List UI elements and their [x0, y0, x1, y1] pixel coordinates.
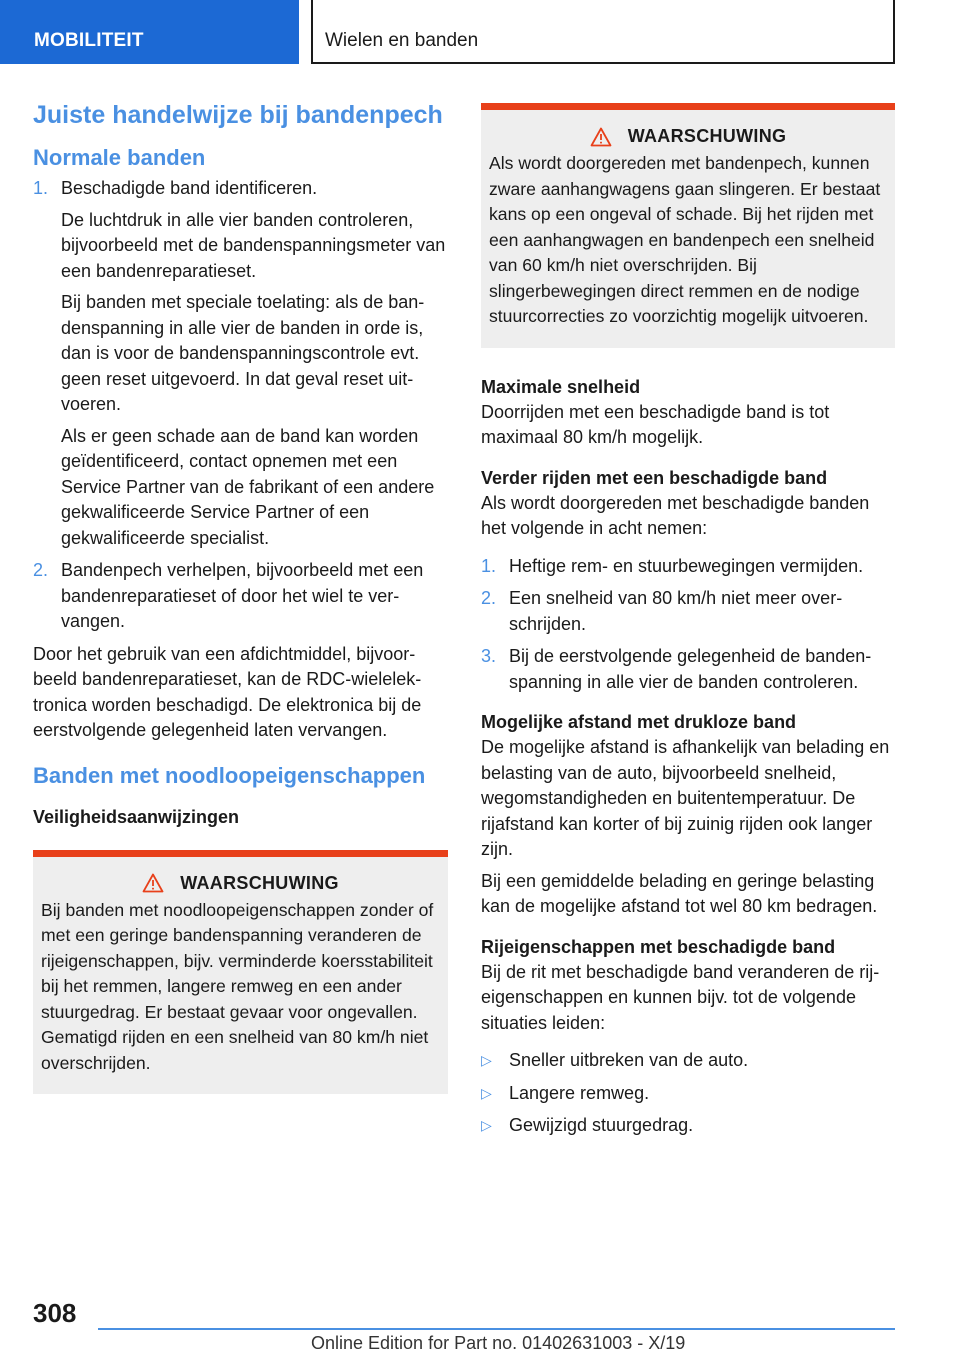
section-tab — [0, 0, 299, 64]
list-item — [33, 558, 448, 635]
step-number: 2. — [33, 560, 49, 580]
list-item — [481, 1081, 895, 1107]
distance-section — [481, 709, 895, 920]
step-text: Bij de eerstvolgende gelegenheid de bandenspanning in alle vier de banden controleren. — [509, 646, 872, 692]
section-text: Bij een gemiddelde belading en geringe belasting kan de mogelijke afstand tot wel 80 km bedragen. — [481, 870, 878, 916]
bullet-text: Sneller uitbreken van de auto. — [509, 1050, 749, 1070]
step-text: Heftige rem- en stuurbewegingen vermijden. — [509, 555, 864, 576]
step-number: 1. — [33, 178, 49, 198]
section-text: Doorrijden met een beschadigde band is tot maximaal 80 km/h mogelijk. — [481, 401, 830, 447]
warning-box — [481, 103, 895, 348]
steps-list — [481, 554, 895, 696]
bullet-triangle-icon: ▷ — [481, 1117, 492, 1133]
section-title: MOBILITEIT — [34, 30, 144, 51]
warning-triangle-icon — [142, 873, 164, 893]
right-column — [481, 103, 895, 1153]
step-detail: De luchtdruk in alle vier banden controleren, bijvoorbeeld met de bandenspanningsmeter van een bandenreparatieset. — [61, 209, 446, 281]
step-number: 3. — [481, 646, 497, 666]
bullet-text: Langere remweg. — [509, 1082, 650, 1103]
bullet-list — [481, 1048, 895, 1139]
warning-text: Als wordt doorgereden met bandenpech, kunnen zware aanhangwagens gaan slingeren. Er bestaat kans op een ongeval of schade. Bij het rijden met een aanhangwagen en bandenpech een snelheid van 60 km/h niet overschrijden. Bij slingerbewegingen direct remmen en de nodige stuurcorrecties zo voorzichtig mogelijk uitvoeren. — [489, 153, 881, 326]
continue-driving-section — [481, 465, 895, 696]
list-item — [481, 1113, 895, 1139]
step-text: Bandenpech verhelpen, bijvoorbeeld met een bandenreparatieset of door het wiel te vervangen. — [61, 560, 424, 631]
list-item — [481, 586, 895, 637]
warning-label: WAARSCHUWING — [180, 872, 339, 893]
page-number: 308 — [33, 1298, 77, 1328]
step-number: 2. — [481, 588, 497, 608]
warning-box — [33, 850, 448, 1095]
warning-text: Bij banden met noodloopeigenschappen zonder of met een geringe bandenspanning veranderen de rijeigenschappen, bijv. verminderde koersstabiliteit bij het remmen, langere remweg en een ander stuurgedrag. Er bestaat gevaar voor ongevallen. Gematigd rijden en een snelheid van 80 km/h niet overschrijden. — [41, 899, 434, 1073]
bullet-text: Gewijzigd stuurgedrag. — [509, 1115, 694, 1135]
warning-header — [489, 126, 887, 147]
list-item — [481, 554, 895, 580]
section-heading: Verder rijden met een beschadigde band — [481, 467, 828, 488]
section-text: Als wordt doorgereden met beschadigde banden het volgende in acht nemen: — [481, 492, 870, 538]
step-number: 1. — [481, 555, 497, 576]
max-speed-section — [481, 374, 895, 451]
bullet-triangle-icon: ▷ — [481, 1052, 492, 1068]
step-text: Beschadigde band identificeren. — [61, 178, 318, 198]
section-heading: Maximale snelheid — [481, 376, 641, 397]
warning-header — [41, 873, 440, 894]
section-text: Bij de rit met beschadigde band veranderen de rij-eigenschappen en kunnen bijv. tot de volgende situaties leiden: — [481, 961, 880, 1033]
subtitle-runflat: Banden met noodloopeigenschappen — [33, 762, 426, 788]
section-heading: Rijeigenschappen met beschadigde band — [481, 936, 836, 957]
chapter-header — [311, 0, 895, 64]
warning-label: WAARSCHUWING — [627, 126, 787, 146]
handling-section — [481, 934, 895, 1139]
safety-heading: Veiligheidsaanwijzingen — [33, 806, 240, 827]
list-item — [481, 644, 895, 695]
left-column — [33, 100, 448, 1094]
section-heading: Mogelijke afstand met drukloze band — [481, 712, 797, 732]
step-detail: Bij banden met speciale toelating: als de bandenspanning in alle vier de banden in orde is, dan is voor de bandenspanningscontrole evt. geen reset uitgevoerd. In dat geval reset uitvoeren. — [61, 292, 425, 414]
steps-list — [33, 176, 448, 635]
step-detail: Als er geen schade aan de band kan worden geïdentificeerd, contact opnemen met een Service Partner van de fabrikant of een andere gekwalificeerde Service Partner of een gekwalificeerde specialist. — [61, 425, 435, 548]
section-text: De mogelijke afstand is afhankelijk van belading en belasting van de auto, bijvoorbeeld snelheid, wegomstandigheden en buitentemperatuur. De rijafstand kan korter of bij zuinig rijden ook langer zijn. — [481, 737, 890, 859]
footer-divider — [98, 1328, 895, 1330]
subtitle-normal-tires: Normale banden — [33, 145, 206, 170]
list-item — [481, 1048, 895, 1074]
step-text: Een snelheid van 80 km/h niet meer overschrijden. — [509, 588, 843, 634]
warning-triangle-icon — [590, 127, 612, 147]
bullet-triangle-icon: ▷ — [481, 1084, 492, 1101]
list-item — [33, 176, 448, 551]
chapter-title: Wielen en banden — [325, 30, 479, 51]
sealant-paragraph: Door het gebruik van een afdichtmiddel, bijvoorbeeld bandenreparatieset, kan de RDC-wielelektronica worden beschadigd. De elektronica bij de eerstvolgende gelegenheid laten vervangen. — [33, 643, 422, 740]
page-title: Juiste handelwijze bij bandenpech — [33, 101, 443, 129]
footer-edition: Online Edition for Part no. 01402631003 - X/19 — [311, 1333, 686, 1353]
